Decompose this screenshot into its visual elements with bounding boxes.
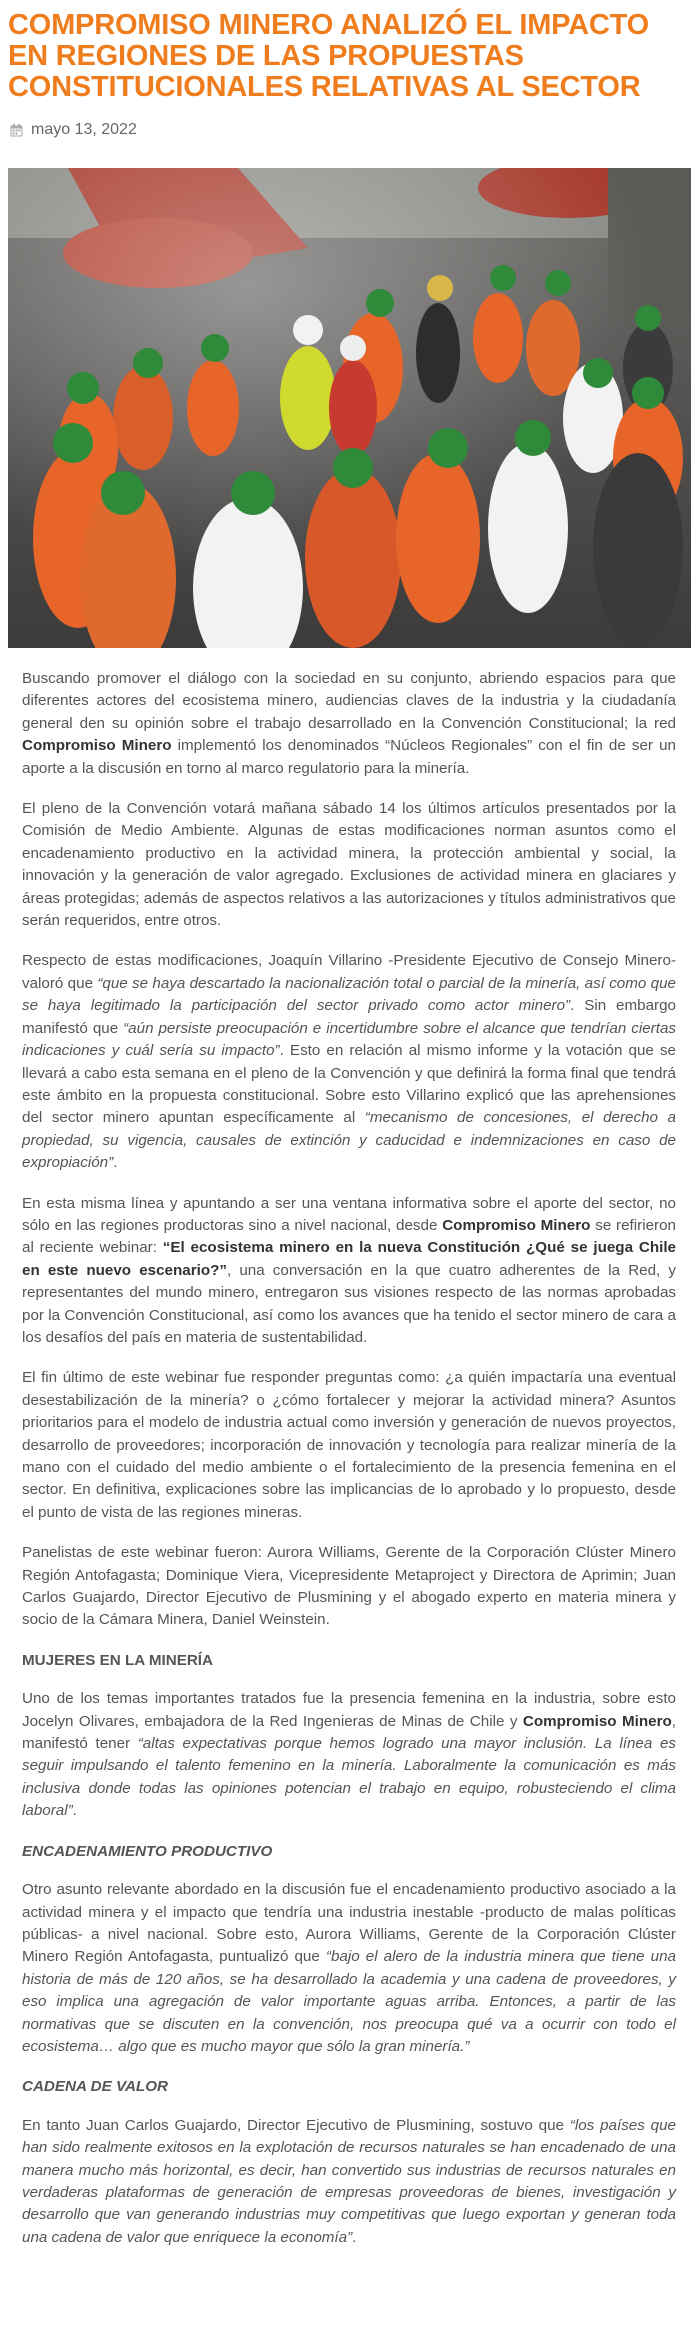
- webinar-title: “El ecosistema minero en la nueva Constitución ¿Qué se juega Chile en este nuevo escenario?”: [22, 1239, 676, 1279]
- brand-highlight: Compromiso Minero: [522, 1712, 672, 1730]
- post-meta: [10, 121, 137, 139]
- section-heading: CADENA DE VALOR: [22, 2078, 168, 2096]
- paragraph: Respecto de estas modificaciones, Joaquín Villarino -Presidente Ejecutivo de Consejo Minero- valoró que “que se haya descartado la nacionalización total o parcial de la minería, así como que se haya legitimado la participación del sector privado como actor minero”. Sin embargo manifestó que “aún persiste preocupación e incertidumbre sobre el alcance que tendrían ciertas indicaciones y cuál sería su impacto”. Esto en relación al mismo informe y la votación que se llevará a cabo esta semana en el pleno de la Convención y que definirá la forma final que tendrá este ámbito en la propuesta constitucional. Sobre esto Villarino explicó que las aprehensiones del sector minero apuntan específicamente al “mecanismo de concesiones, el derecho a propiedad, su vigencia, causales de extinción y caducidad e indemnizaciones en caso de expropiación”.: [22, 952, 676, 1172]
- brand-highlight: Compromiso Minero: [442, 1216, 591, 1234]
- article-title: COMPROMISO MINERO ANALIZÓ EL IMPACTO EN REGIONES DE LAS PROPUESTAS CONSTITUCIONALES RELATIVAS AL SECTOR: [8, 9, 650, 103]
- quote: “que se haya descartado la nacionalización total o parcial de la minería, así como que se haya legitimado la participación del sector privado como actor minero”: [22, 974, 676, 1015]
- paragraph: Otro asunto relevante abordado en la discusión fue el encadenamiento productivo asociado a la actividad minera y el impacto que tendría una industria inestable -producto de malas políticas públicas- a nivel nacional. Sobre esto, Aurora Williams, Gerente de la Corporación Clúster Minero Región Antofagasta, puntualizó que “bajo el alero de la industria minera que tiene una historia de más de 120 años, se ha desarrollado la academia y una cadena de proveedores, y eso implica una agregación de valor importante aguas arriba. Entonces, a partir de las normativas que se discuten en la convención, nos preocupa qué va a ocurrir con todo el ecosistema… algo que es mucho mayor que sólo la gran minería.”: [22, 1881, 676, 2055]
- paragraph: Panelistas de este webinar fueron: Aurora Williams, Gerente de la Corporación Clúster Minero Región Antofagasta; Dominique Viera, Vicepresidente Metaproject y Directora de Aprimin; Juan Carlos Guajardo, Director Ejecutivo de Plusmining y el abogado experto en materia minera y socio de la Cámara Minera, Daniel Weinstein.: [22, 1544, 676, 1629]
- paragraph: En tanto Juan Carlos Guajardo, Director Ejecutivo de Plusmining, sostuvo que “los países que han sido realmente exitosos en la explotación de recursos naturales se han encadenado de una manera mucho más horizontal, es decir, han convertido sus industrias de recursos naturales en verdaderas plataformas de generación de empresas proveedoras de bienes, investigación y desarrollo que van generando industrias muy competitivas que luego exportan y generan toda una cadena de valor que enriquece la economía”.: [22, 2116, 677, 2246]
- quote: “aún persiste preocupación e incertidumbre sobre el alcance que tendrían ciertas indicaciones y cuál sería su impacto”: [22, 1019, 676, 1060]
- section-heading: MUJERES EN LA MINERÍA: [22, 1651, 213, 1669]
- article-body: [22, 668, 676, 2267]
- quote: “bajo el alero de la industria minera que tiene una historia de más de 120 años, se ha desarrollado la academia y una cadena de proveedores, y eso implica una agregación de valor importante aguas arriba. Entonces, a partir de las normativas que se discuten en la convención, nos preocupa qué va a ocurrir con todo el ecosistema… algo que es mucho mayor que sólo la gran minería.”: [22, 1948, 676, 2055]
- brand-highlight: Compromiso Minero: [22, 737, 172, 755]
- paragraph: Buscando promover el diálogo con la sociedad en su conjunto, abriendo espacios para que diferentes actores del ecosistema minero, audiencias claves de la industria y la ciudadanía general den su opinión sobre el trabajo desarrollado en la Convención Constitucional; la red Compromiso Minero implementó los denominados “Núcleos Regionales” con el fin de ser un aporte a la discusión en torno al marco regulatorio para la minería.: [22, 670, 676, 777]
- quote: “altas expectativas porque hemos logrado una mayor inclusión. La línea es seguir impulsando el talento femenino en la minería. Laboralmente la comunicación es más inclusiva donde todas las opiniones potencian el trabajo en equipo, robusteciendo el clima laboral”: [22, 1735, 676, 1820]
- paragraph: El fin último de este webinar fue responder preguntas como: ¿a quién impactaría una eventual desestabilización de la minería? o ¿cómo fortalecer y mejorar la actividad minera? Asuntos prioritarios para el modelo de industria actual como inversión y generación de nuevos proyectos, desarrollo de proveedores; incorporación de innovación y tecnología para realizar minería de la mano con el cuidado del medio ambiente o el fortalecimiento de la presencia femenina en el sector. En definitiva, explicaciones sobre las implicancias de lo aprobado y lo propuesto, desde el punto de vista de las regiones mineras.: [22, 1369, 676, 1521]
- quote: “los países que han sido realmente exitosos en la explotación de recursos naturales se han encadenado de una manera mucho más horizontal, es decir, han convertido sus industrias de recursos naturales en verdaderas plataformas de generación de empresas proveedoras de bienes, investigación y desarrollo que van generando industrias muy competitivas que luego exportan y generan toda una cadena de valor que enriquece la economía”: [22, 2116, 677, 2246]
- section-heading: ENCADENAMIENTO PRODUCTIVO: [22, 1842, 273, 1860]
- post-date[interactable]: mayo 13, 2022: [31, 121, 137, 138]
- paragraph: El pleno de la Convención votará mañana sábado 14 los últimos artículos presentados por la Comisión de Medio Ambiente. Algunas de estas modificaciones norman asuntos como el encadenamiento productivo en la actividad minera, la protección ambiental y social, la innovación y la generación de valor agregado. Exclusiones de actividad minera en glaciares y áreas protegidas; además de aspectos relativos a las autorizaciones y títulos administrativos que serán requeridos, entre otros.: [22, 800, 676, 930]
- quote: “mecanismo de concesiones, el derecho a propiedad, su vigencia, causales de extinción y caducidad e indemnizaciones en caso de expropiación”: [22, 1109, 676, 1172]
- featured-image: [8, 168, 691, 648]
- miners-photo: [8, 168, 691, 648]
- paragraph: Uno de los temas importantes tratados fue la presencia femenina en la industria, sobre esto Jocelyn Olivares, embajadora de la Red Ingenieras de Minas de Chile y Compromiso Minero, manifestó tener “altas expectativas porque hemos logrado una mayor inclusión. La línea es seguir impulsando el talento femenino en la minería. Laboralmente la comunicación es más inclusiva donde todas las opiniones potencian el trabajo en equipo, robusteciendo el clima laboral”.: [22, 1690, 676, 1820]
- calendar-icon: [10, 124, 23, 137]
- paragraph: En esta misma línea y apuntando a ser una ventana informativa sobre el aporte del sector, no sólo en las regiones productoras sino a nivel nacional, desde Compromiso Minero se refirieron al reciente webinar: “El ecosistema minero en la nueva Constitución ¿Qué se juega Chile en este nuevo escenario?”, una conversación en la que cuatro adherentes de la Red, y representantes del mundo minero, entregaron sus visiones respecto de las normas aprobadas por la Convención Constitucional, así como los avances que ha tenido el sector minero de cara a los desafíos del país en materia de sustentabilidad.: [22, 1194, 676, 1346]
